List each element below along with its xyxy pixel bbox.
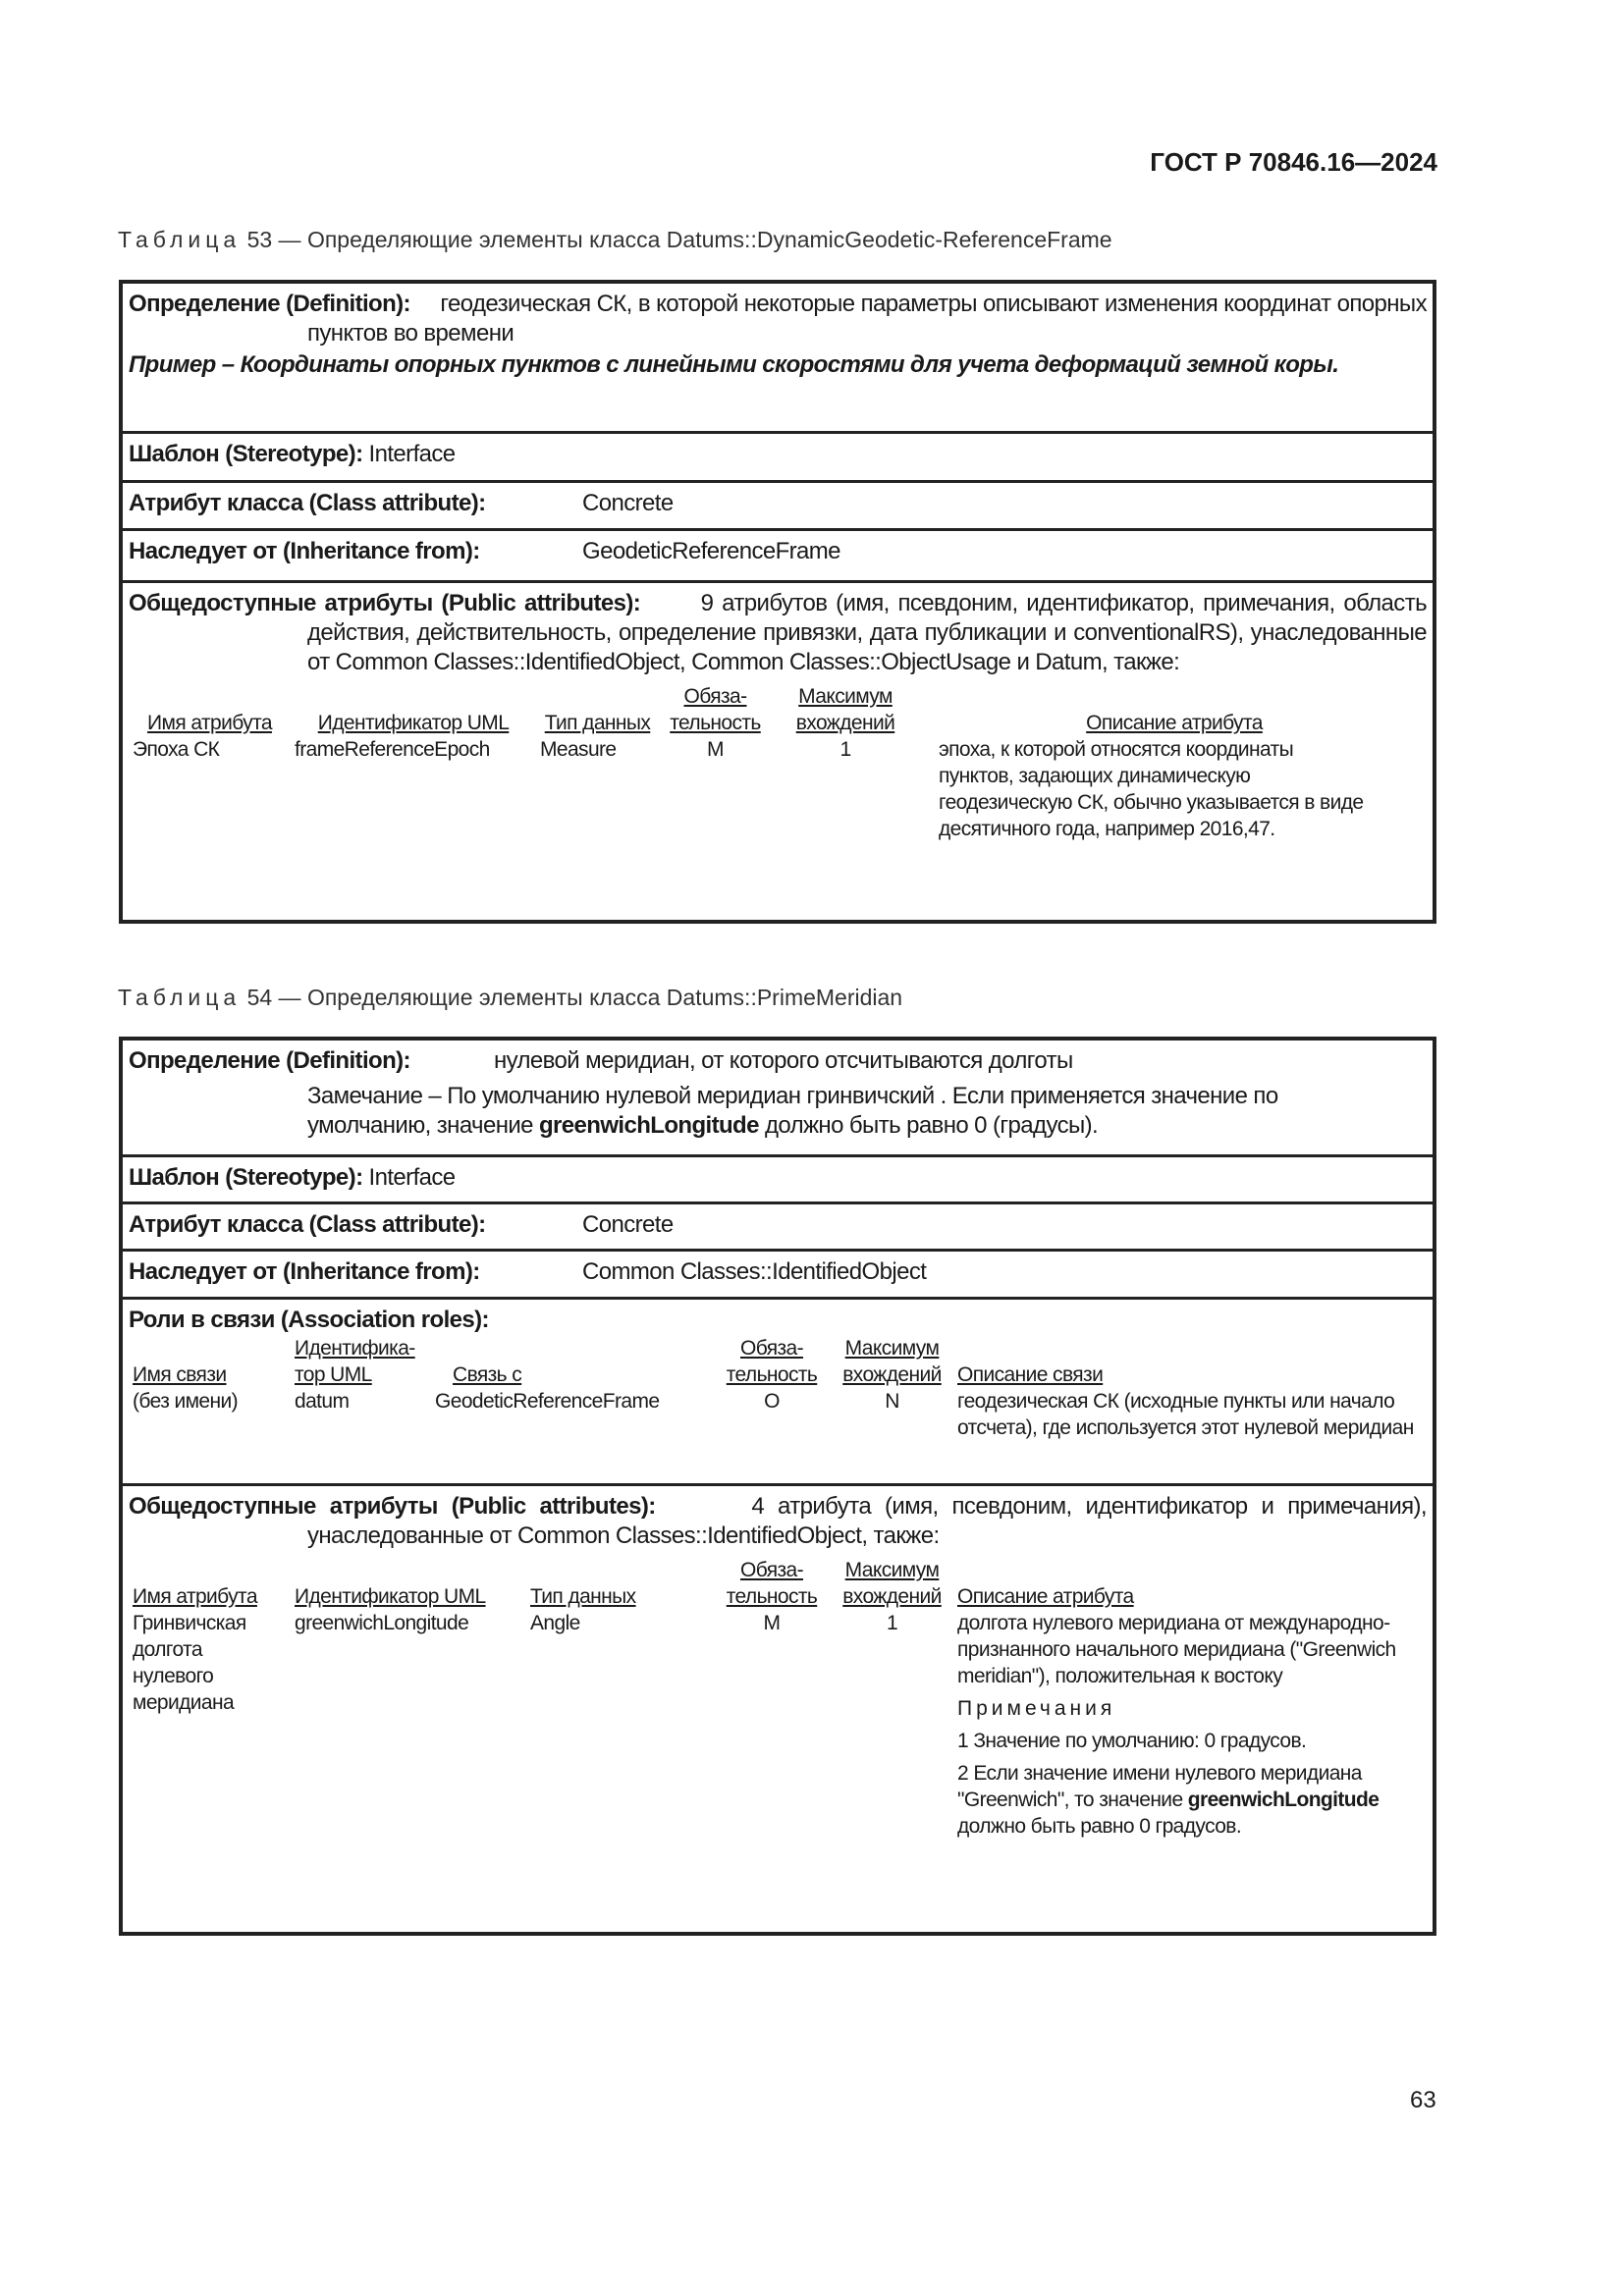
cell-name: Гринвичская долгота нулевого меридиана <box>133 1612 246 1714</box>
public-attributes-row <box>123 1486 1433 1933</box>
cell-description <box>953 1610 1435 1840</box>
inheritance-row <box>123 1252 1433 1300</box>
cell-description: эпоха, к которой относятся координаты пунктов, задающих динамическую геодезическую СК, обычно указывается в виде десятичного года, например 2016,47. <box>939 738 1364 840</box>
cell-max: N <box>885 1390 899 1413</box>
definition-text: нулевой меридиан, от которого отсчитываются долготы <box>494 1047 1073 1074</box>
description-text: долгота нулевого меридиана от международно-признанного начального меридиана ("Greenwich meridian"), положительная к востоку <box>957 1612 1396 1687</box>
cell-uml: frameReferenceEpoch <box>295 738 490 761</box>
table-54-caption <box>118 985 902 1011</box>
definition-text: геодезическая СК, в которой некоторые параметры описывают изменения координат опорных пунктов во времени <box>307 291 1427 347</box>
col-header-uml: Идентификатор UML <box>295 1585 486 1608</box>
col-header-role-name: Имя связи <box>133 1363 227 1386</box>
stereotype-value: Interface <box>368 441 456 467</box>
association-roles-row <box>123 1300 1433 1486</box>
definition-label: Определение (Definition): <box>129 291 410 317</box>
note-2-suffix: должно быть равно 0 градусов. <box>957 1815 1242 1838</box>
col-header-max: Максимум вхождений <box>842 1337 942 1386</box>
inheritance-value: Common Classes::IdentifiedObject <box>582 1258 927 1285</box>
caption-prefix: Таблица <box>118 227 242 252</box>
stereotype-row <box>123 434 1433 483</box>
stereotype-row <box>123 1157 1433 1204</box>
standard-number: ГОСТ Р 70846.16—2024 <box>1150 147 1437 177</box>
cell-obligation: M <box>707 738 724 761</box>
attributes-table <box>129 1557 1435 1840</box>
col-header-name: Имя атрибута <box>147 712 272 734</box>
col-header-obligation: Обяза-тельность <box>726 1559 818 1608</box>
association-roles-label: Роли в связи (Association roles): <box>129 1307 489 1333</box>
example-label: Пример – <box>129 351 235 378</box>
caption-text: 54 — Определяющие элементы класса Datums::PrimeMeridian <box>246 985 903 1010</box>
note-2 <box>957 1760 1431 1840</box>
remark-text: Замечание – По умолчанию нулевой меридиан гринвичский . Если применяется значение по умолчанию, значение <box>307 1083 1278 1139</box>
table-row <box>129 736 1430 842</box>
col-header-max: Максимум вхождений <box>842 1559 942 1608</box>
public-attributes-label: Общедоступные атрибуты (Public attributes): <box>129 590 641 616</box>
cell-obligation: M <box>763 1612 781 1634</box>
col-header-name: Имя атрибута <box>133 1585 257 1608</box>
class-attribute-value: Concrete <box>582 1211 674 1238</box>
table-53-caption <box>118 227 1112 253</box>
inheritance-value: GeodeticReferenceFrame <box>582 538 840 564</box>
cell-uml: greenwichLongitude <box>295 1612 469 1634</box>
note-2-bold: greenwichLongitude <box>1187 1789 1380 1811</box>
col-header-description: Описание связи <box>957 1363 1104 1386</box>
cell-description: геодезическая СК (исходные пункты или начало отсчета), где используется этот нулевой меридиан <box>957 1390 1414 1439</box>
inheritance-label: Наследует от (Inheritance from): <box>129 538 480 564</box>
cell-max: 1 <box>886 1612 898 1634</box>
stereotype-value: Interface <box>368 1164 456 1191</box>
inheritance-label: Наследует от (Inheritance from): <box>129 1258 480 1285</box>
notes-heading: Примечания <box>957 1697 1116 1720</box>
public-attributes-text: 9 атрибутов (имя, псевдоним, идентификатор, примечания, область действия, действительность, определение привязки, дата публикации и conventionalRS), унаследованные от Common Classes::IdentifiedObject, Common Classes::ObjectUsage и Datum, также: <box>307 590 1427 675</box>
col-header-uml: Идентификатор UML <box>317 712 510 734</box>
class-attribute-row <box>123 1204 1433 1252</box>
cell-target: GeodeticReferenceFrame <box>435 1390 660 1413</box>
col-header-obligation: Обяза-тельность <box>726 1337 818 1386</box>
cell-name: Эпоха СК <box>133 738 220 761</box>
stereotype-label: Шаблон (Stereotype): <box>129 1164 363 1191</box>
col-header-type: Тип данных <box>544 712 651 734</box>
col-header-target: Связь с <box>453 1363 522 1386</box>
class-attribute-label: Атрибут класса (Class attribute): <box>129 490 486 516</box>
col-header-type: Тип данных <box>530 1585 636 1608</box>
cell-type: Angle <box>530 1612 580 1634</box>
caption-text: 53 — Определяющие элементы класса Datums::DynamicGeodetic-ReferenceFrame <box>246 227 1112 252</box>
caption-prefix: Таблица <box>118 985 242 1010</box>
table-54 <box>119 1037 1436 1936</box>
public-attributes-row <box>123 583 1433 922</box>
cell-obligation: O <box>764 1390 780 1413</box>
col-header-uml: Идентифика-тор UML <box>295 1337 415 1386</box>
example-text: Координаты опорных пунктов с линейными скоростями для учета деформаций земной коры. <box>240 351 1339 378</box>
col-header-description: Описание атрибута <box>957 1585 1134 1608</box>
cell-type: Measure <box>540 738 617 761</box>
stereotype-label: Шаблон (Stereotype): <box>129 441 363 467</box>
class-attribute-label: Атрибут класса (Class attribute): <box>129 1211 486 1238</box>
col-header-obligation: Обяза-тельность <box>670 685 761 734</box>
cell-role-name: (без имени) <box>133 1390 239 1413</box>
remark-bold: greenwichLongitude <box>539 1112 759 1139</box>
note-1: 1 Значение по умолчанию: 0 градусов. <box>957 1730 1307 1752</box>
table-row <box>129 1388 1435 1441</box>
public-attributes-label: Общедоступные атрибуты (Public attributes): <box>129 1493 656 1520</box>
definition-row <box>123 1041 1433 1157</box>
public-attributes-text: 4 атрибута (имя, псевдоним, идентификатор и примечания), унаследованные от Common Classes::IdentifiedObject, также: <box>307 1493 1427 1549</box>
class-attribute-value: Concrete <box>582 490 674 516</box>
table-row <box>129 1610 1435 1840</box>
inheritance-row <box>123 531 1433 583</box>
page-number: 63 <box>1410 2087 1436 2113</box>
note-2-text: 2 Если значение имени нулевого меридиана "Greenwich", то значение <box>957 1762 1362 1811</box>
table-53 <box>119 280 1436 924</box>
col-header-max: Максимум вхождений <box>795 685 895 734</box>
class-attribute-row <box>123 483 1433 531</box>
roles-table <box>129 1335 1435 1441</box>
cell-max: 1 <box>839 738 851 761</box>
col-header-description: Описание атрибута <box>1086 712 1263 734</box>
definition-row <box>123 284 1433 434</box>
remark-suffix: должно быть равно 0 (градусы). <box>764 1112 1099 1139</box>
attributes-table <box>129 683 1430 842</box>
definition-label: Определение (Definition): <box>129 1047 410 1074</box>
cell-uml: datum <box>295 1390 350 1413</box>
